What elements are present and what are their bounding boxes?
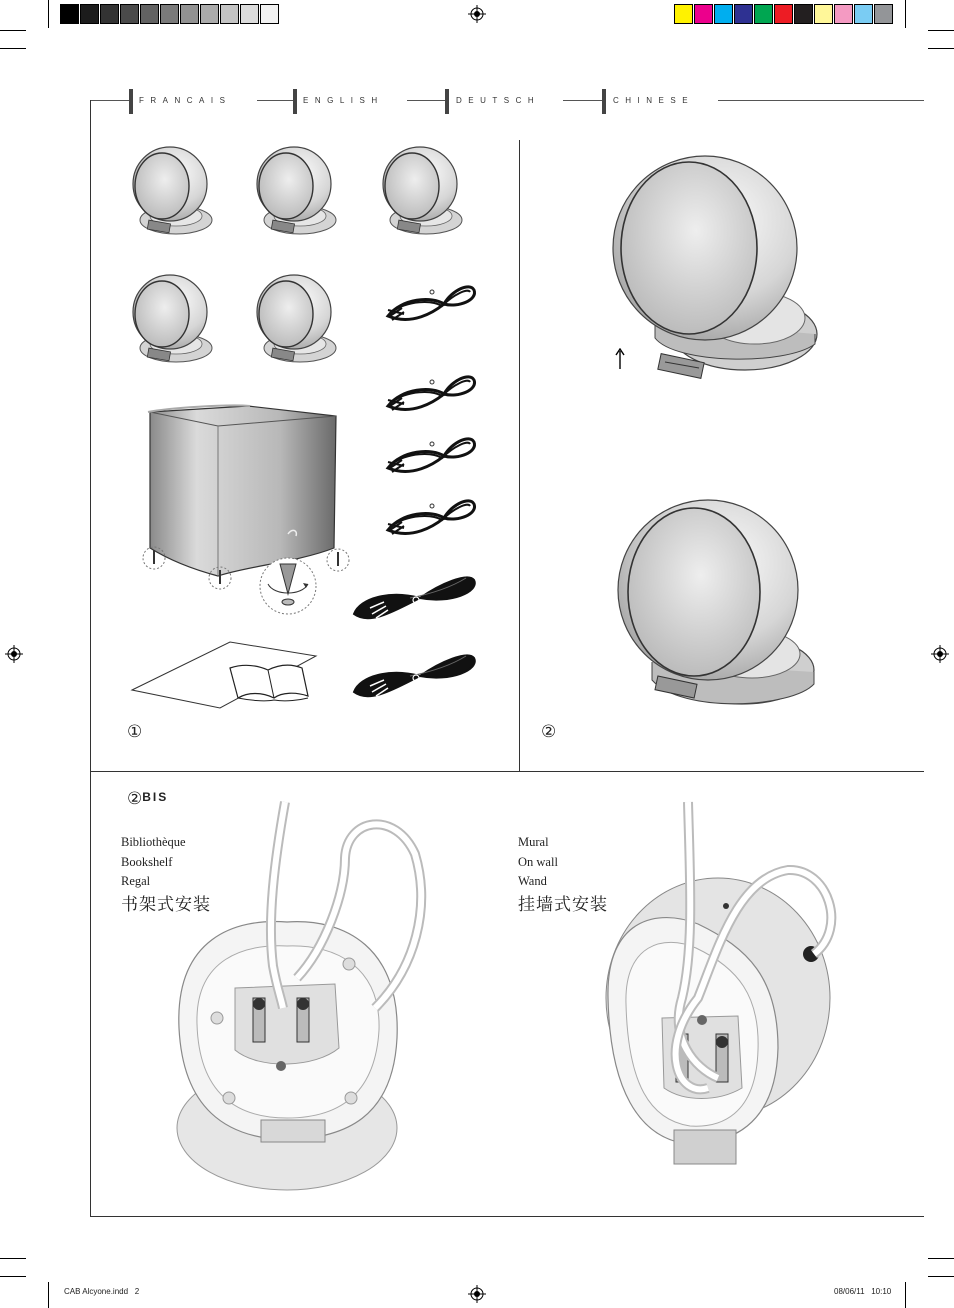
crop-mark xyxy=(928,30,954,31)
mount-label-de: Wand xyxy=(518,874,547,888)
frame-left xyxy=(90,100,91,1217)
crop-mark xyxy=(928,1258,954,1259)
mount-label-fr: Bibliothèque xyxy=(121,835,186,849)
header-rule xyxy=(90,100,130,101)
color-swatch xyxy=(854,4,873,24)
long-speaker-cable-image xyxy=(350,646,480,710)
speaker-cable-image xyxy=(382,430,478,482)
lang-chinese: CHINESE xyxy=(613,96,695,105)
gray-swatch xyxy=(100,4,119,24)
gray-swatch xyxy=(160,4,179,24)
user-manual-image xyxy=(130,640,320,712)
crop-mark xyxy=(928,48,954,49)
gray-swatch xyxy=(120,4,139,24)
panel-divider xyxy=(519,140,520,772)
speaker-cable-image xyxy=(382,492,478,544)
crop-mark xyxy=(48,0,49,28)
gray-swatch xyxy=(260,4,279,24)
crop-mark xyxy=(928,1276,954,1277)
gray-swatch xyxy=(180,4,199,24)
color-swatch xyxy=(874,4,893,24)
bookshelf-wiring-image xyxy=(175,798,435,1196)
mount-label-de: Regal xyxy=(121,874,151,888)
crop-mark xyxy=(0,1276,26,1277)
footer-filename: CAB Alcyone.indd 2 xyxy=(64,1287,140,1296)
mount-wall-labels xyxy=(518,833,608,918)
satellite-speaker-image xyxy=(132,270,228,370)
gray-swatch xyxy=(140,4,159,24)
arrow-up-icon xyxy=(613,348,627,370)
registration-mark-icon xyxy=(468,1285,486,1303)
step-2bis-number: ② xyxy=(127,789,143,809)
gray-swatch xyxy=(200,4,219,24)
color-swatch xyxy=(794,4,813,24)
crop-mark xyxy=(905,1282,906,1308)
step-2-label: ② xyxy=(541,722,557,742)
crop-mark xyxy=(0,1258,26,1259)
gray-swatch xyxy=(60,4,79,24)
wall-wiring-image xyxy=(598,798,848,1170)
color-swatch xyxy=(734,4,753,24)
mount-label-en: Bookshelf xyxy=(121,854,173,869)
crop-mark xyxy=(0,30,26,31)
satellite-speaker-image xyxy=(256,142,352,242)
speaker-grille-removal-image xyxy=(605,148,825,398)
satellite-speaker-image xyxy=(382,142,478,242)
header-rule xyxy=(407,100,447,101)
gray-swatch xyxy=(220,4,239,24)
mount-label-cn: 书架式安装 xyxy=(121,894,211,914)
satellite-speaker-image xyxy=(256,270,352,370)
gray-swatch xyxy=(240,4,259,24)
subwoofer-image xyxy=(138,398,360,620)
color-swatch xyxy=(774,4,793,24)
speaker-assembled-image xyxy=(612,494,822,716)
color-swatch xyxy=(834,4,853,24)
crop-mark xyxy=(48,1282,49,1308)
color-swatch xyxy=(754,4,773,24)
mount-label-cn: 挂墙式安装 xyxy=(518,894,608,914)
gray-swatch xyxy=(80,4,99,24)
rca-cable-image xyxy=(382,278,478,330)
registration-mark-icon xyxy=(468,5,486,23)
crop-mark xyxy=(905,0,906,28)
registration-mark-icon xyxy=(931,645,949,663)
step-2bis-suffix: BIS xyxy=(142,790,169,804)
long-speaker-cable-image xyxy=(350,568,480,632)
step-2bis-label xyxy=(127,789,168,809)
lang-english: ENGLISH xyxy=(303,96,384,105)
frame-bottom xyxy=(90,1216,924,1217)
lang-german: DEUTSCH xyxy=(456,96,541,105)
lang-marker xyxy=(293,89,297,114)
speaker-cable-image xyxy=(382,368,478,420)
satellite-speaker-image xyxy=(132,142,228,242)
lang-marker xyxy=(445,89,449,114)
header-rule xyxy=(563,100,603,101)
header-rule xyxy=(718,100,924,101)
header-rule xyxy=(257,100,294,101)
panel-divider xyxy=(90,771,924,772)
step-1-label: ① xyxy=(127,722,143,742)
lang-french: FRANCAIS xyxy=(139,96,232,105)
color-swatch xyxy=(814,4,833,24)
color-swatch xyxy=(714,4,733,24)
mount-label-en: On wall xyxy=(518,854,558,869)
lang-marker xyxy=(129,89,133,114)
crop-mark xyxy=(0,48,26,49)
color-swatch xyxy=(674,4,693,24)
mount-label-fr: Mural xyxy=(518,835,549,849)
lang-marker xyxy=(602,89,606,114)
registration-mark-icon xyxy=(5,645,23,663)
color-swatch xyxy=(694,4,713,24)
footer-date: 08/06/11 10:10 xyxy=(834,1287,892,1296)
